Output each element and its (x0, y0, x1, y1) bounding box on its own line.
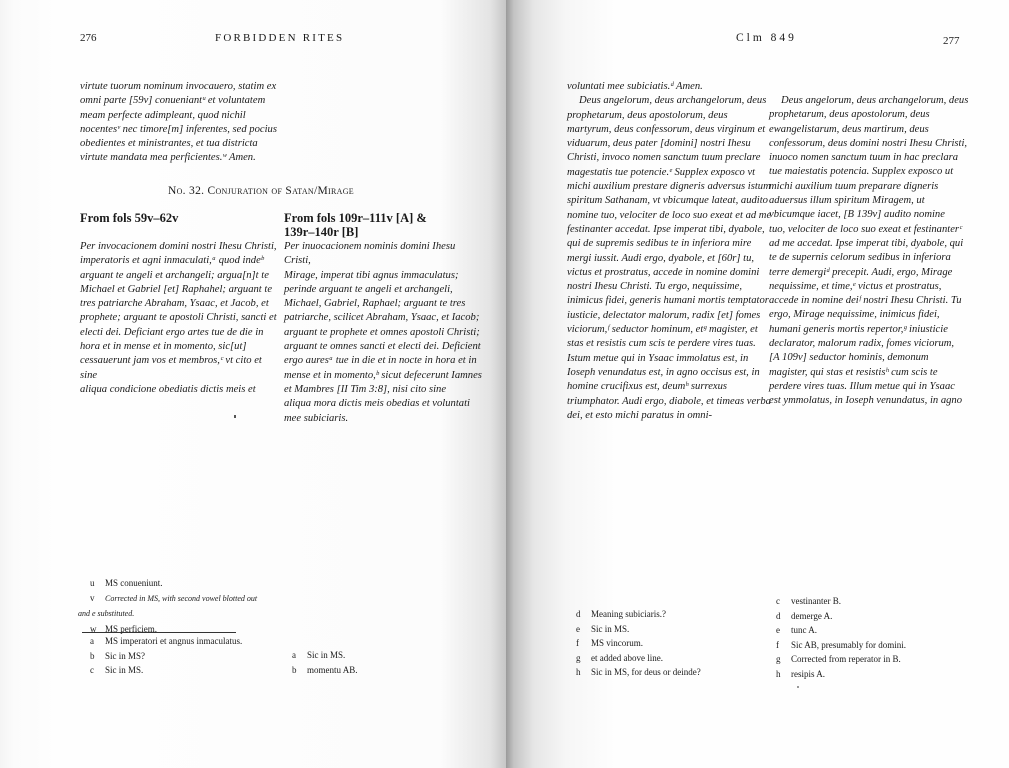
text-line: tuo, velociter de loco suo exeat et festinanterᶜ (769, 223, 962, 235)
text-line: humani generis mortis repertor,ᵍ iniusticie (769, 323, 948, 335)
footnote-text: resipis A. (791, 668, 826, 679)
column-heading: From fols 59v–62v (80, 211, 179, 225)
ink-speck (234, 415, 236, 418)
text-line: ergo, Mirage nequissime, inimicus fidei, (769, 309, 940, 321)
text-line: arguant te angeli et archangeli; argua[n]t te (80, 269, 269, 281)
text-line: virtute mandata mea perficientes.ʷ Amen. (80, 152, 256, 164)
text-line: nocentesᵛ nec timore[m] inferentes, sed pocius (80, 123, 277, 135)
text-line: perdere vires tuas. Illum metue qui in Ysaac (769, 380, 955, 392)
footnote-text: tunc A. (791, 625, 817, 635)
text-line: ewangelistarum, deus martirum, deus (769, 123, 929, 135)
column-heading: From fols 109r–111v [A] & (284, 211, 427, 225)
text-line: prophetarum, deus apostolorum, deus (769, 109, 930, 121)
column-heading: 139r–140r [B] (284, 225, 359, 239)
text-line: tue maiestatis potencia. Supplex exposco ut (769, 166, 954, 178)
column-latin-a (567, 80, 772, 423)
text-line: confessorum, deus domini nostri Ihesu Christi, (769, 137, 968, 149)
footnote-text: MS vincorum. (591, 638, 644, 648)
text-line: meam perfecte adimpleant, quod nichil (80, 109, 246, 121)
text-line: obedientes et ministrantes, et tua districta (80, 138, 258, 150)
text-line: nostri Ihesu Christi. Tu ergo, nequissime, (567, 281, 743, 293)
footnote-label: c (90, 665, 94, 675)
text-line: est ymmolatus, in Ioseph venundatus, in agno (769, 395, 963, 407)
ink-speck (797, 686, 799, 688)
running-head-right: Clm 849 (736, 32, 797, 44)
footnote (292, 663, 358, 678)
text-line: terre demergiᵈ precepit. Audi, ergo, Mirage (769, 266, 953, 278)
footnote (82, 591, 257, 607)
footnote-label: d (776, 610, 781, 621)
footnote-text: et added above line. (591, 652, 663, 663)
text-line: et Mambres [II Tim 3:8], nisi cito sine (284, 383, 447, 395)
footnote (776, 609, 906, 624)
text-line: aliqua mora dictis meis obedias et voluntati (284, 398, 470, 410)
page-number-left: 276 (80, 32, 97, 44)
text-line: nomine tuo, velociter de loco suo exeat et ad me (567, 209, 772, 221)
text-line: tres patriarche Abraham, Ysaac, et Jacob, et (80, 298, 269, 310)
continuation-text (80, 80, 290, 166)
text-line: victus et prostratus, accede in nomine domini (567, 266, 760, 278)
footnote (776, 652, 906, 667)
footnote-text: Sic AB, presumably for domini. (791, 639, 906, 650)
footnotes-col-b (776, 594, 906, 681)
text-line: mee subiciaris. (284, 412, 349, 424)
footnote (776, 623, 906, 638)
footnote (78, 606, 257, 622)
text-line: Mirage, imperat tibi agnus immaculatus; (284, 269, 459, 281)
text-line: dei, et esto michi paratus in omni- (567, 409, 713, 421)
footnote (576, 651, 701, 666)
text-line: Deus angelorum, deus archangelorum, deus (579, 95, 767, 107)
text-line: ad me accedat. Ipse imperat tibi, dyabole, qui (769, 237, 964, 249)
text-line: mense et in momento,ᵇ sicut defecerunt Iamnes (284, 369, 482, 381)
page-number-right: 277 (943, 35, 960, 47)
text-line: martyrum, deus confessorum, deus virginum et (567, 123, 766, 135)
column-latin-b (769, 94, 979, 409)
footnote (576, 665, 701, 680)
text-line: viciorum,ᶠ seductor hominum, etᵍ magister, et (567, 324, 758, 336)
footnote-label: w (90, 623, 97, 634)
footnote-label: f (776, 639, 779, 650)
footnote-label: b (292, 664, 297, 675)
text-line: aduersus illum spiritum Miragem, ut (769, 195, 925, 207)
text-line: Per inuocacionem nominis domini Ihesu Cristi, (284, 241, 456, 267)
text-line: virtute tuorum nominum invocauero, statim ex (80, 81, 277, 92)
running-head-left: FORBIDDEN RITES (215, 32, 345, 44)
footnote (90, 634, 242, 649)
footnote-text: Sic in MS? (105, 650, 146, 661)
column-latin-a (80, 211, 280, 397)
text-line: perinde arguant te angeli et archangeli, (284, 283, 453, 295)
text-line: iusticie, delectator malorum, radix [et] fomes (567, 309, 761, 321)
footnote-label: g (576, 652, 581, 663)
footnote-text: Sic in MS. (591, 623, 630, 634)
footnotes-col-a (576, 607, 701, 680)
text-line: inuoco nomen sanctum tuum in hac preclara (769, 152, 959, 164)
text-line: nequissime, et time,ᵉ victus et prostratus, (769, 280, 942, 292)
text-line: patriarche, scilicet Abraham, Ysaac, et Iacob; (284, 312, 480, 324)
text-line: arguant te omnes sancti et electi dei. Deficient (284, 341, 481, 353)
text-line: Michael, Gabriel, Raphael; arguant te tres (284, 298, 466, 310)
footnote-label: f (576, 638, 579, 648)
footnote-text: and e substituted. (78, 609, 135, 618)
text-line: omni parte [59v] conueniantᵘ et voluntatem (80, 95, 266, 107)
text-line: homine crucifixus est, deumʰ surrexus (567, 381, 728, 393)
text-line: vbicumque iacet, [B 139v] audito nomine (769, 209, 945, 221)
text-line: Deus angelorum, deus archangelorum, deus (781, 95, 969, 106)
footnote (90, 663, 242, 678)
footnote-label: c (776, 596, 780, 606)
text-line: stas et resistis cum scis te perdere vires tuas. (567, 338, 756, 350)
footnote-label: v (90, 592, 95, 603)
footnote (776, 594, 906, 609)
footnote-text: Sic in MS. (105, 665, 144, 675)
footnote-text: Corrected from reperator in B. (791, 654, 901, 664)
footnote-text: momentu AB. (307, 664, 358, 675)
text-line: cessauerunt jam vos et membros,ᶜ vt cito et sine (80, 355, 262, 381)
footnote (82, 576, 257, 591)
footnotes-col-b (292, 648, 358, 677)
footnote-label: e (576, 623, 580, 634)
text-line: arguant te prophete et omnes apostoli Christi; (284, 326, 480, 338)
footnote-text: MS imperatori et angnus inmaculatus. (105, 636, 243, 646)
footnote-label: h (776, 668, 781, 679)
footnote-rule (82, 632, 236, 633)
text-line: Per invocacionem domini nostri Ihesu Christi, (80, 241, 277, 252)
text-line: te de supernis celorum sedibus in inferiora (769, 252, 951, 264)
footnote-text: Meaning subiciaris.? (591, 609, 666, 619)
footnote-text: vestinanter B. (791, 596, 841, 606)
text-line: inimicus fidei, generis humani mortis temptator (567, 295, 769, 307)
footnote-label: a (292, 650, 296, 660)
text-line: prophete; arguant te apostoli Christi, sancti et (80, 312, 277, 324)
text-line: imperatoris et agni inmaculati,ᵃ quod indeᵇ (80, 255, 264, 267)
footnote-label: g (776, 654, 781, 664)
text-line: qui de supremis sedibus te in inferiora mire (567, 238, 752, 250)
text-line: triumphator. Audi ergo, diabole, et timeas verba (567, 395, 771, 407)
text-line: voluntati mee subiciatis.ᵈ Amen. (567, 81, 703, 92)
text-line: ergo auresᵃ tue in die et in nocte in hora et in (284, 355, 477, 367)
text-line: Istum metue qui in Ysaac immolatus est, in (567, 352, 749, 364)
text-line: viduarum, deus pater [domini] nostri Ihesu (567, 138, 751, 150)
text-line: aliqua condicione obediatis dictis meis et (80, 383, 256, 395)
text-line: mergi iussit. Audi ergo, dyabole, et [60r] tu, (567, 252, 755, 264)
text-line: magestatis tue potencie.ᵉ Supplex exposco vt (567, 166, 756, 178)
footnote-text: demerge A. (791, 610, 833, 621)
text-line: hora et in mense et in momento, sic[ut] (80, 341, 247, 353)
text-line: declarator, malorum radix, fomes viciorum, (769, 338, 955, 350)
footnote-label: e (776, 625, 780, 635)
right-page (506, 0, 1009, 768)
footnote-label: d (576, 609, 581, 619)
footnote (776, 638, 906, 653)
text-line: [A 109v] seductor hominis, demonum (769, 352, 929, 364)
footnote (576, 622, 701, 637)
footnotes-previous (78, 576, 258, 636)
footnote-text: Corrected in MS, with second vowel blotted out (105, 593, 258, 603)
footnote (90, 649, 242, 664)
footnote-text: MS perficiem. (105, 623, 157, 634)
text-line: Christi, invoco nomen sanctum tuum preclare (567, 152, 761, 164)
section-heading: No. 32. Conjuration of Satan/Mirage (168, 185, 354, 197)
text-line: Michael et Gabriel [et] Raphahel; arguant te (80, 283, 273, 295)
column-latin-b (284, 211, 484, 426)
text-line: magister, qui stas et resistisʰ cum scis te (769, 366, 938, 378)
footnote (576, 636, 701, 651)
footnote (776, 667, 906, 682)
footnote-text: MS conueniunt. (105, 578, 163, 588)
text-line: Ioseph venundatus est, in agno occisus est, in (567, 366, 760, 378)
text-line: michi auxilium prestare digneris adversus istum (567, 181, 771, 193)
text-line: michi auxilium tuum preparare digneris (769, 180, 939, 192)
text-line: prophetarum, deus apostolorum, deus (567, 109, 728, 121)
footnote (576, 607, 701, 622)
text-line: accede in nomine deiᶠ nostri Ihesu Christi. Tu (769, 295, 962, 307)
footnote-label: b (90, 650, 95, 661)
footnote-label: a (90, 636, 94, 646)
footnotes-col-a (90, 634, 242, 678)
footnote-text: Sic in MS, for deus or deinde? (591, 667, 701, 677)
text-line: spiritum Sathanam, vt vbicumque lateat, audito (567, 195, 768, 207)
footnote-text: Sic in MS. (307, 650, 346, 660)
text-line: electi dei. Deficiant ergo artes tue de die in (80, 326, 264, 338)
footnote-label: h (576, 667, 581, 677)
footnote-label: u (90, 578, 95, 588)
footnote (292, 648, 358, 663)
text-line: festinanter accedat. Ipse imperat tibi, dyabole, (567, 223, 765, 235)
